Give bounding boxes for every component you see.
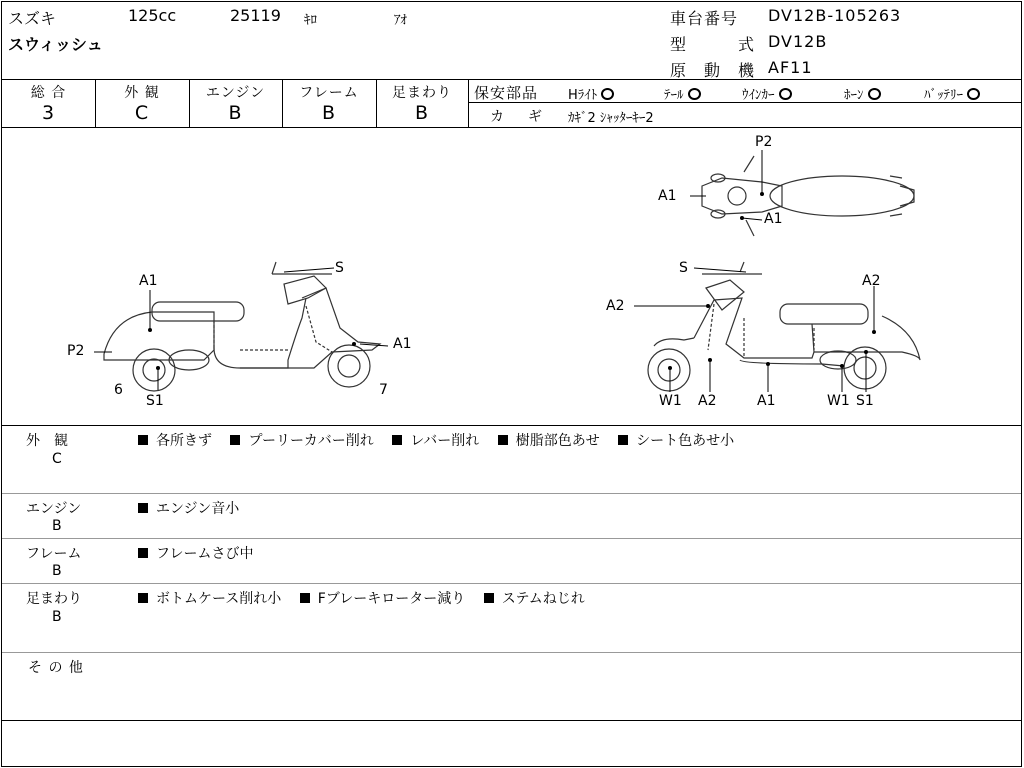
type-value: DV12B bbox=[768, 32, 828, 51]
safety-battery: ﾊﾞｯﾃﾘｰ bbox=[924, 84, 980, 103]
label-s: S bbox=[335, 260, 344, 276]
bullet-icon bbox=[484, 593, 494, 603]
remarks-suspension-label: 足まわり bbox=[26, 591, 82, 607]
bullet-icon bbox=[138, 435, 148, 445]
label-s1: S1 bbox=[146, 393, 164, 409]
engine-value: AF11 bbox=[768, 58, 813, 77]
label-a1: A1 bbox=[764, 211, 783, 227]
remarks-suspension bbox=[2, 584, 1021, 653]
label-w1: W1 bbox=[827, 393, 850, 409]
remarks-frame-label: フレーム bbox=[26, 546, 82, 562]
remark-item: エンジン音小 bbox=[156, 501, 240, 517]
label-w1: W1 bbox=[659, 393, 682, 409]
remarks-frame-grade: B bbox=[52, 563, 62, 579]
safety-headlight: Hﾗｲﾄ bbox=[568, 84, 614, 103]
key-value: ｶｷﾞ2 ｼｬｯﾀｰｷｰ2 bbox=[568, 111, 654, 126]
circle-mark-icon bbox=[601, 88, 614, 100]
label-p2: P2 bbox=[67, 343, 85, 359]
remark-item: ボトムケース削れ小 bbox=[156, 591, 282, 607]
label-7: 7 bbox=[379, 382, 388, 398]
bullet-icon bbox=[138, 548, 148, 558]
remark-item: プーリーカバー削れ bbox=[248, 433, 374, 449]
label-a2: A2 bbox=[698, 393, 717, 409]
remarks-exterior-grade: C bbox=[52, 451, 62, 467]
remarks-frame bbox=[2, 539, 1021, 584]
frame-no-label: 車台番号 bbox=[670, 9, 739, 28]
safety-label: 保安部品 bbox=[474, 84, 539, 102]
scooter-top-view-icon bbox=[702, 156, 914, 236]
grade-frame: B bbox=[321, 102, 337, 124]
label-s: S bbox=[679, 260, 688, 276]
remark-item: 各所きず bbox=[156, 433, 212, 449]
remarks-suspension-grade: B bbox=[52, 609, 62, 625]
grade-exterior: C bbox=[134, 102, 150, 124]
grade-frame-label: フレーム bbox=[299, 85, 359, 101]
label-a1: A1 bbox=[393, 336, 412, 352]
remark-item: レバー削れ bbox=[410, 433, 480, 449]
label-a1: A1 bbox=[658, 188, 677, 204]
remarks-engine bbox=[2, 494, 1021, 539]
remarks-other bbox=[2, 653, 1021, 721]
bullet-icon bbox=[498, 435, 508, 445]
label-a2: A2 bbox=[862, 273, 881, 289]
remark-item: Fブレーキローター減り bbox=[317, 591, 466, 607]
label-a1: A1 bbox=[757, 393, 776, 409]
engine-label-c: 機 bbox=[738, 61, 755, 80]
label-6: 6 bbox=[114, 382, 123, 398]
remarks-engine-label: エンジン bbox=[26, 501, 82, 517]
grade-suspension: B bbox=[414, 102, 430, 124]
circle-mark-icon bbox=[688, 88, 701, 100]
safety-horn: ﾎｰﾝ bbox=[844, 84, 881, 103]
bullet-icon bbox=[138, 503, 148, 513]
engine-label-a: 原 bbox=[670, 61, 687, 80]
key-label-b: ギ bbox=[528, 109, 542, 125]
grade-engine: B bbox=[228, 102, 243, 124]
label-a1: A1 bbox=[139, 273, 158, 289]
model-name: スウィッシュ bbox=[8, 35, 103, 54]
maker: スズキ bbox=[8, 9, 57, 28]
remarks-exterior-label: 外 観 bbox=[26, 433, 68, 449]
safety-winker: ｳｲﾝｶｰ bbox=[742, 84, 792, 103]
color: ｱｵ bbox=[394, 13, 407, 28]
engine-label-b: 動 bbox=[704, 61, 721, 80]
type-label-b: 式 bbox=[738, 35, 755, 54]
displacement: 125cc bbox=[128, 6, 177, 25]
inspection-sheet bbox=[1, 1, 1022, 767]
remarks-engine-grade: B bbox=[52, 518, 62, 534]
circle-mark-icon bbox=[779, 88, 792, 100]
remarks-exterior bbox=[2, 426, 1021, 494]
bullet-icon bbox=[230, 435, 240, 445]
safety-tail: ﾃｰﾙ bbox=[664, 84, 701, 103]
grade-overall: 3 bbox=[41, 102, 56, 124]
bullet-icon bbox=[618, 435, 628, 445]
label-s1: S1 bbox=[856, 393, 874, 409]
label-p2: P2 bbox=[755, 134, 773, 150]
remark-item: フレームさび中 bbox=[156, 546, 254, 562]
grade-engine-label: エンジン bbox=[205, 85, 266, 101]
type-label-a: 型 bbox=[670, 35, 687, 54]
bullet-icon bbox=[392, 435, 402, 445]
grade-overall-label: 総 合 bbox=[30, 85, 67, 101]
remark-item: 樹脂部色あせ bbox=[515, 433, 600, 449]
bullet-icon bbox=[300, 593, 310, 603]
remarks-other-label: そ の 他 bbox=[28, 660, 84, 676]
mileage: 25119 bbox=[230, 6, 281, 25]
mileage-unit: ｷﾛ bbox=[304, 13, 317, 28]
remark-item: ステムねじれ bbox=[501, 591, 585, 607]
label-a2: A2 bbox=[606, 298, 625, 314]
grade-exterior-label: 外 観 bbox=[124, 85, 160, 101]
frame-no: DV12B-105263 bbox=[768, 6, 902, 25]
grade-suspension-label: 足まわり bbox=[392, 85, 452, 101]
circle-mark-icon bbox=[967, 88, 980, 100]
remark-item: シート色あせ小 bbox=[636, 433, 735, 449]
circle-mark-icon bbox=[868, 88, 881, 100]
bullet-icon bbox=[138, 593, 148, 603]
key-label-a: カ bbox=[490, 109, 504, 125]
